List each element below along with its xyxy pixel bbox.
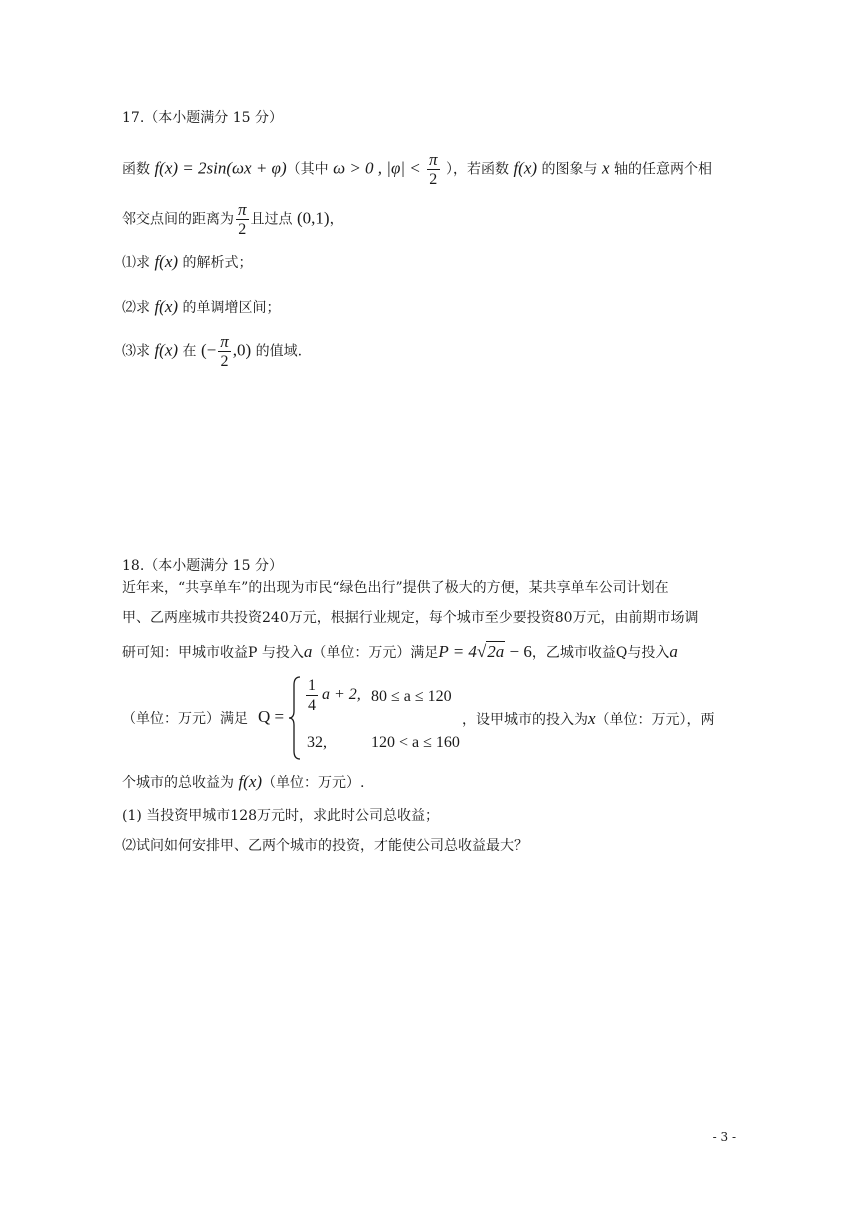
frac-num: π xyxy=(238,200,247,219)
q18-line5 xyxy=(122,772,365,793)
q17-part2 xyxy=(122,297,281,318)
q18-piece1 xyxy=(306,676,361,715)
q17-l1-f1: f(x) = 2sin(ωx + φ) xyxy=(154,158,287,178)
q17-p3-open: (− xyxy=(200,340,217,360)
q17-l1-t3: ），若函数 xyxy=(441,161,514,178)
q18-l3-t1: 研可知：甲城市收益P 与投入 xyxy=(122,645,304,661)
q18-line2: 甲、乙两座城市共投资240万元，根据行业规定，每个城市至少要投资80万元，由前期市场调 xyxy=(122,610,699,626)
q17-l1-f2: f(x) xyxy=(513,158,538,178)
frac-num: π xyxy=(220,332,229,351)
q17-part1 xyxy=(122,252,253,273)
q18-l3-a: a xyxy=(303,642,313,661)
page-number: - 3 - xyxy=(712,1130,736,1144)
q17-l2-frac xyxy=(236,200,249,239)
q17-p3-f: f(x) xyxy=(154,340,179,360)
q17-p2-rest: 的单调增区间； xyxy=(178,300,281,316)
q18-l3-t3: ，乙城市收益Q与投入 xyxy=(531,645,670,661)
q18-piece1-cond: 80 ≤ a ≤ 120 xyxy=(371,688,452,705)
q17-line1 xyxy=(122,150,712,189)
q17-p3-t: 在 xyxy=(178,343,201,360)
q17-p1-num: ⑴求 xyxy=(122,255,155,271)
q17-p3-frac xyxy=(218,332,231,371)
q17-l1-c1: ω > 0 , |φ| < xyxy=(333,158,426,178)
q17-p3-num: ⑶求 xyxy=(122,343,155,360)
frac-den: 2 xyxy=(220,353,229,370)
q18-piece2-expr: 32, xyxy=(307,734,327,751)
q18-part2: ⑵试问如何安排甲、乙两个城市的投资，才能使公司总收益最大？ xyxy=(122,838,528,854)
q17-l1-x: x xyxy=(601,158,610,178)
q17-p2-num: ⑵求 xyxy=(122,300,155,316)
q18-piece2-cond: 120 < a ≤ 160 xyxy=(371,734,460,751)
sqrt-symbol: √ xyxy=(476,642,487,661)
q17-p2-f: f(x) xyxy=(154,297,179,316)
q17-l1-t5: 轴的任意两个相 xyxy=(609,161,712,178)
frac-den: 4 xyxy=(308,697,316,714)
q18-l3-a2: a xyxy=(669,642,678,661)
q18-l4-t1: （单位：万元）满足 xyxy=(122,711,248,727)
q17-l2-t2: 且过点 xyxy=(250,211,297,228)
q18-l3-sqrt: 2a xyxy=(487,642,505,661)
q18-l5-t2: （单位：万元）. xyxy=(262,775,365,791)
q17-l2-t1: 邻交点间的距离为 xyxy=(122,211,234,228)
q17-p3-rest: 的值域. xyxy=(251,343,303,360)
frac-den: 2 xyxy=(429,171,438,188)
q17-header: 17.（本小题满分 15 分） xyxy=(122,110,283,126)
q18-part1: (1) 当投资甲城市128万元时，求此时公司总收益； xyxy=(122,808,440,824)
q17-l1-t1: 函数 xyxy=(122,161,155,178)
q17-l1-frac xyxy=(427,150,440,189)
frac-num: 1 xyxy=(308,677,316,694)
q17-l1-t4: 的图象与 xyxy=(537,161,602,178)
q18-l4-t3: （单位：万元），两 xyxy=(595,712,715,728)
frac-num: π xyxy=(429,150,438,169)
q18-l3-t2: （单位：万元）满足 xyxy=(312,645,439,661)
q17-p3-close: ,0) xyxy=(232,340,252,360)
q18-line1: 近年来，“共享单车”的出现为市民“绿色出行”提供了极大的方便，某共享单车公司计划在 xyxy=(122,580,669,596)
q18-l4-x: x xyxy=(588,709,596,728)
q18-l3-eq2: − 6 xyxy=(505,642,532,661)
frac-den: 2 xyxy=(238,221,247,238)
q17-l2-t3: ， xyxy=(329,211,344,228)
q18-line4-tail xyxy=(462,709,715,730)
q18-l5-f: f(x) xyxy=(238,772,263,791)
q17-l1-t2: （其中 xyxy=(286,161,334,178)
q18-line3 xyxy=(122,642,678,663)
q17-l2-point: (0,1) xyxy=(296,208,330,228)
q18-l4-t2: ，设甲城市的投入为 xyxy=(462,712,588,728)
q18-piece1-expr: a + 2, xyxy=(322,686,361,704)
q17-part3 xyxy=(122,332,302,371)
q18-l3-eq: P = 4 xyxy=(438,642,477,661)
q18-header: 18.（本小题满分 15 分） xyxy=(122,558,283,574)
q18-l4-q: Q = xyxy=(258,707,285,726)
q17-p1-f: f(x) xyxy=(154,252,179,271)
q17-p1-rest: 的解析式； xyxy=(178,255,253,271)
q18-piece1-frac xyxy=(306,676,318,715)
left-brace xyxy=(288,675,302,761)
q18-l5-t1: 个城市的总收益为 xyxy=(122,775,239,791)
q17-line2 xyxy=(122,200,344,239)
